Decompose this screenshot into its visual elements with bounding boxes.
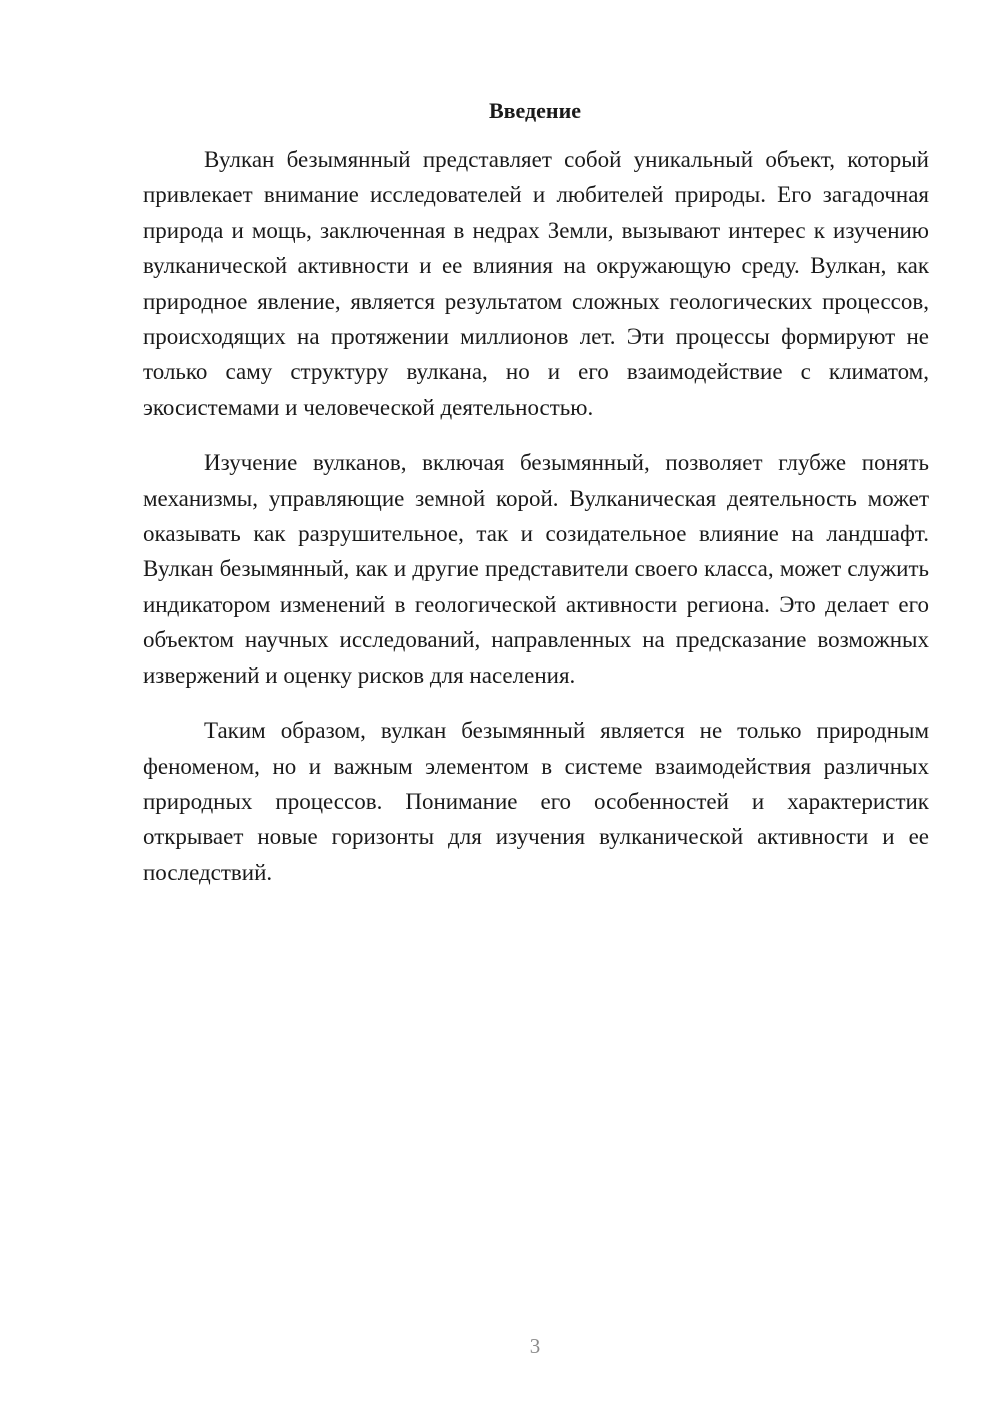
paragraph-3: Таким образом, вулкан безымянный является не только природным феноменом, но и важным элементом в системе взаимодействия различных природных процессов. Понимание его особенностей и характеристик открывает новые горизонты для изучения вулканической активности и ее последствий. (143, 718, 929, 885)
body-text (143, 142, 929, 910)
paragraph-2: Изучение вулканов, включая безымянный, позволяет глубже понять механизмы, управляющие земной корой. Вулканическая деятельность может оказывать как разрушительное, так и созидательное влияние на ландшафт. Вулкан безымянный, как и другие представители своего класса, может служить индикатором изменений в геологической активности региона. Это делает его объектом научных исследований, направленных на предсказание возможных извержений и оценку рисков для населения. (143, 450, 929, 688)
page-number: 3 (529, 1334, 541, 1358)
paragraph-1: Вулкан безымянный представляет собой уникальный объект, который привлекает внимание исследователей и любителей природы. Его загадочная природа и мощь, заключенная в недрах Земли, вызывают интерес к изучению вулканической активности и ее влияния на окружающую среду. Вулкан, как природное явление, является результатом сложных геологических процессов, происходящих на протяжении миллионов лет. Эти процессы формируют не только саму структуру вулкана, но и его взаимодействие с климатом, экосистемами и человеческой деятельностью. (143, 147, 929, 420)
section-heading: Введение (488, 98, 582, 123)
